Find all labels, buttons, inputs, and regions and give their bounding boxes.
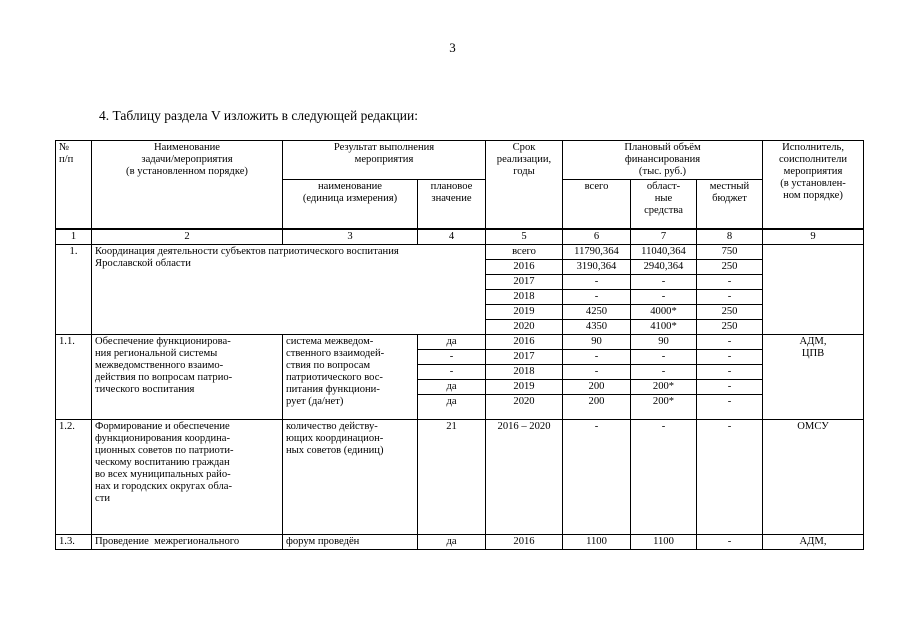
row-regional: 200* [631,395,697,420]
header-result-name [283,180,418,230]
row-task-line: ния региональной системы [95,348,218,359]
row-value: да [418,380,486,395]
row-total: - [563,350,631,365]
row-executor: АДМ, [763,535,864,550]
header-fund-regional-line: ные [654,193,673,204]
row-local: - [697,365,763,380]
row-task-line: во всех муниципальных райо- [95,469,231,480]
row-result-name-line: ных советов (единиц) [286,445,384,456]
header-executor-line: мероприятия [783,166,843,177]
row-task-line: нах и городских округах обла- [95,481,232,492]
row-year: 2016 [486,535,563,550]
row-result-name-line: количество действу- [286,421,378,432]
header-fund-regional-line: средства [644,205,683,216]
row-task: Проведение межрегионального [92,535,283,550]
header-term [486,141,563,230]
row-task-line: Формирование и обеспечение [95,421,230,432]
row-result-name-line: ющих координацион- [286,433,384,444]
row-local: - [697,275,763,290]
col-number: 5 [486,229,563,245]
row-task [92,420,283,535]
row-number: 1.2. [56,420,92,535]
row-year: 2019 [486,380,563,395]
row-result-name-line: патриотического вос- [286,372,383,383]
row-value: да [418,395,486,420]
header-fund-local-line: местный [709,181,750,192]
row-total: 1100 [563,535,631,550]
row-local: 250 [697,320,763,335]
header-funding-line: Плановый объём [624,142,701,153]
row-total: - [563,290,631,305]
row-year: 2018 [486,290,563,305]
row-result-name-line: система межведом- [286,336,374,347]
row-value: - [418,365,486,380]
header-executor-line: (в установлен- [780,178,846,189]
row-year: 2017 [486,275,563,290]
row-executor [763,335,864,420]
header-result-line: Результат выполнения [333,142,435,153]
row-total: 4350 [563,320,631,335]
row-local: - [697,335,763,350]
header-executor-line: соисполнители [778,154,848,165]
row-regional: - [631,350,697,365]
header-result-line: мероприятия [354,154,414,165]
row-result-name: форум проведён [283,535,418,550]
row-year: 2020 [486,320,563,335]
row-year: 2020 [486,395,563,420]
page-number: 3 [449,40,456,55]
row-executor-line: АДМ, [799,336,827,347]
row-task-line: функционирования координа- [95,433,231,444]
row-task-line: Координация деятельности субъектов патриотического воспитания [95,246,399,257]
row-regional: 90 [631,335,697,350]
row-year: 2016 – 2020 [486,420,563,535]
col-number: 9 [763,229,864,245]
row-result-name [283,420,418,535]
header-result-value [418,180,486,230]
row-local: - [697,420,763,535]
table-row [56,245,864,260]
program-table [55,140,864,550]
header-result-value-line: значение [431,193,472,204]
row-total: 11790,364 [563,245,631,260]
row-regional: 200* [631,380,697,395]
row-number: 1. [56,245,92,335]
row-value: 21 [418,420,486,535]
header-funding [563,141,763,180]
header-num [56,141,92,230]
row-regional: - [631,290,697,305]
header-result [283,141,486,180]
row-regional: - [631,365,697,380]
row-total: - [563,365,631,380]
row-task-line: тического воспитания [95,384,195,395]
row-regional: 4000* [631,305,697,320]
row-local: - [697,395,763,420]
row-total: 200 [563,380,631,395]
header-result-name-line: (единица измерения) [302,193,398,204]
header-executor [763,141,864,230]
row-regional: - [631,420,697,535]
row-task [92,245,486,335]
row-regional: - [631,275,697,290]
row-value: да [418,535,486,550]
col-number: 7 [631,229,697,245]
header-fund-regional-line: област- [646,181,681,192]
row-result-name-line: рует (да/нет) [286,396,344,407]
header-funding-line: финансирования [624,154,701,165]
row-value: - [418,350,486,365]
row-total: - [563,275,631,290]
header-task-line: (в установленном порядке) [126,166,248,177]
row-task-line: ческому воспитанию граждан [95,457,230,468]
row-year: 2016 [486,260,563,275]
row-value: да [418,335,486,350]
row-result-name-line: питания функциони- [286,384,380,395]
row-task-line: межведомственного взаимо- [95,360,224,371]
row-regional: 4100* [631,320,697,335]
row-task-line: сти [95,493,111,504]
row-result-name [283,335,418,420]
col-number: 6 [563,229,631,245]
row-regional: 11040,364 [631,245,697,260]
row-local: 750 [697,245,763,260]
header-executor-line: Исполнитель, [782,142,844,153]
row-year: 2018 [486,365,563,380]
row-year: 2017 [486,350,563,365]
header-term-line: реализации, [496,154,552,165]
table-row [56,535,864,550]
row-local: - [697,350,763,365]
header-fund-local [697,180,763,230]
header-funding-line: (тыс. руб.) [638,166,687,177]
row-regional: 1100 [631,535,697,550]
header-task-line: Наименование [154,142,220,153]
col-number: 4 [418,229,486,245]
header-executor-line: ном порядке) [783,190,843,201]
row-result-name-line: ственного взаимодей- [286,348,385,359]
row-result-name-line: ствия по вопросам [286,360,371,371]
row-task-line: действия по вопросам патрио- [95,372,233,383]
row-executor [763,245,864,335]
row-task [92,335,283,420]
header-num-line: п/п [59,154,74,165]
row-number: 1.1. [56,335,92,420]
table-row [56,420,864,535]
row-local: - [697,535,763,550]
row-number: 1.3. [56,535,92,550]
row-total: 90 [563,335,631,350]
header-task-line: задачи/мероприятия [141,154,233,165]
row-local: 250 [697,260,763,275]
row-task-line: Обеспечение функционирова- [95,336,231,347]
header-term-line: Срок [512,142,536,153]
header-result-name-line: наименование [317,181,383,192]
row-task-line: ционных советов по патриоти- [95,445,234,456]
header-term-line: годы [513,166,535,177]
row-total: 200 [563,395,631,420]
header-row-1 [56,141,864,180]
row-year: 2016 [486,335,563,350]
intro-text: 4. Таблицу раздела V изложить в следующей редакции: [99,108,419,123]
row-total: - [563,420,631,535]
col-number: 3 [283,229,418,245]
row-executor: ОМСУ [763,420,864,535]
header-num-line: № [59,142,70,153]
col-number: 1 [56,229,92,245]
col-number: 8 [697,229,763,245]
row-local: - [697,290,763,305]
header-fund-total: всего [563,180,631,230]
row-year: всего [486,245,563,260]
row-regional: 2940,364 [631,260,697,275]
row-local: 250 [697,305,763,320]
row-executor-line: ЦПВ [801,348,825,359]
row-local: - [697,380,763,395]
header-fund-regional [631,180,697,230]
header-fund-local-line: бюджет [712,193,747,204]
col-number: 2 [92,229,283,245]
table-row [56,335,864,350]
row-total: 3190,364 [563,260,631,275]
row-total: 4250 [563,305,631,320]
header-result-value-line: плановое [430,181,473,192]
header-task [92,141,283,230]
row-year: 2019 [486,305,563,320]
row-task-line: Ярославской области [95,258,191,269]
column-numbers-row [56,229,864,245]
